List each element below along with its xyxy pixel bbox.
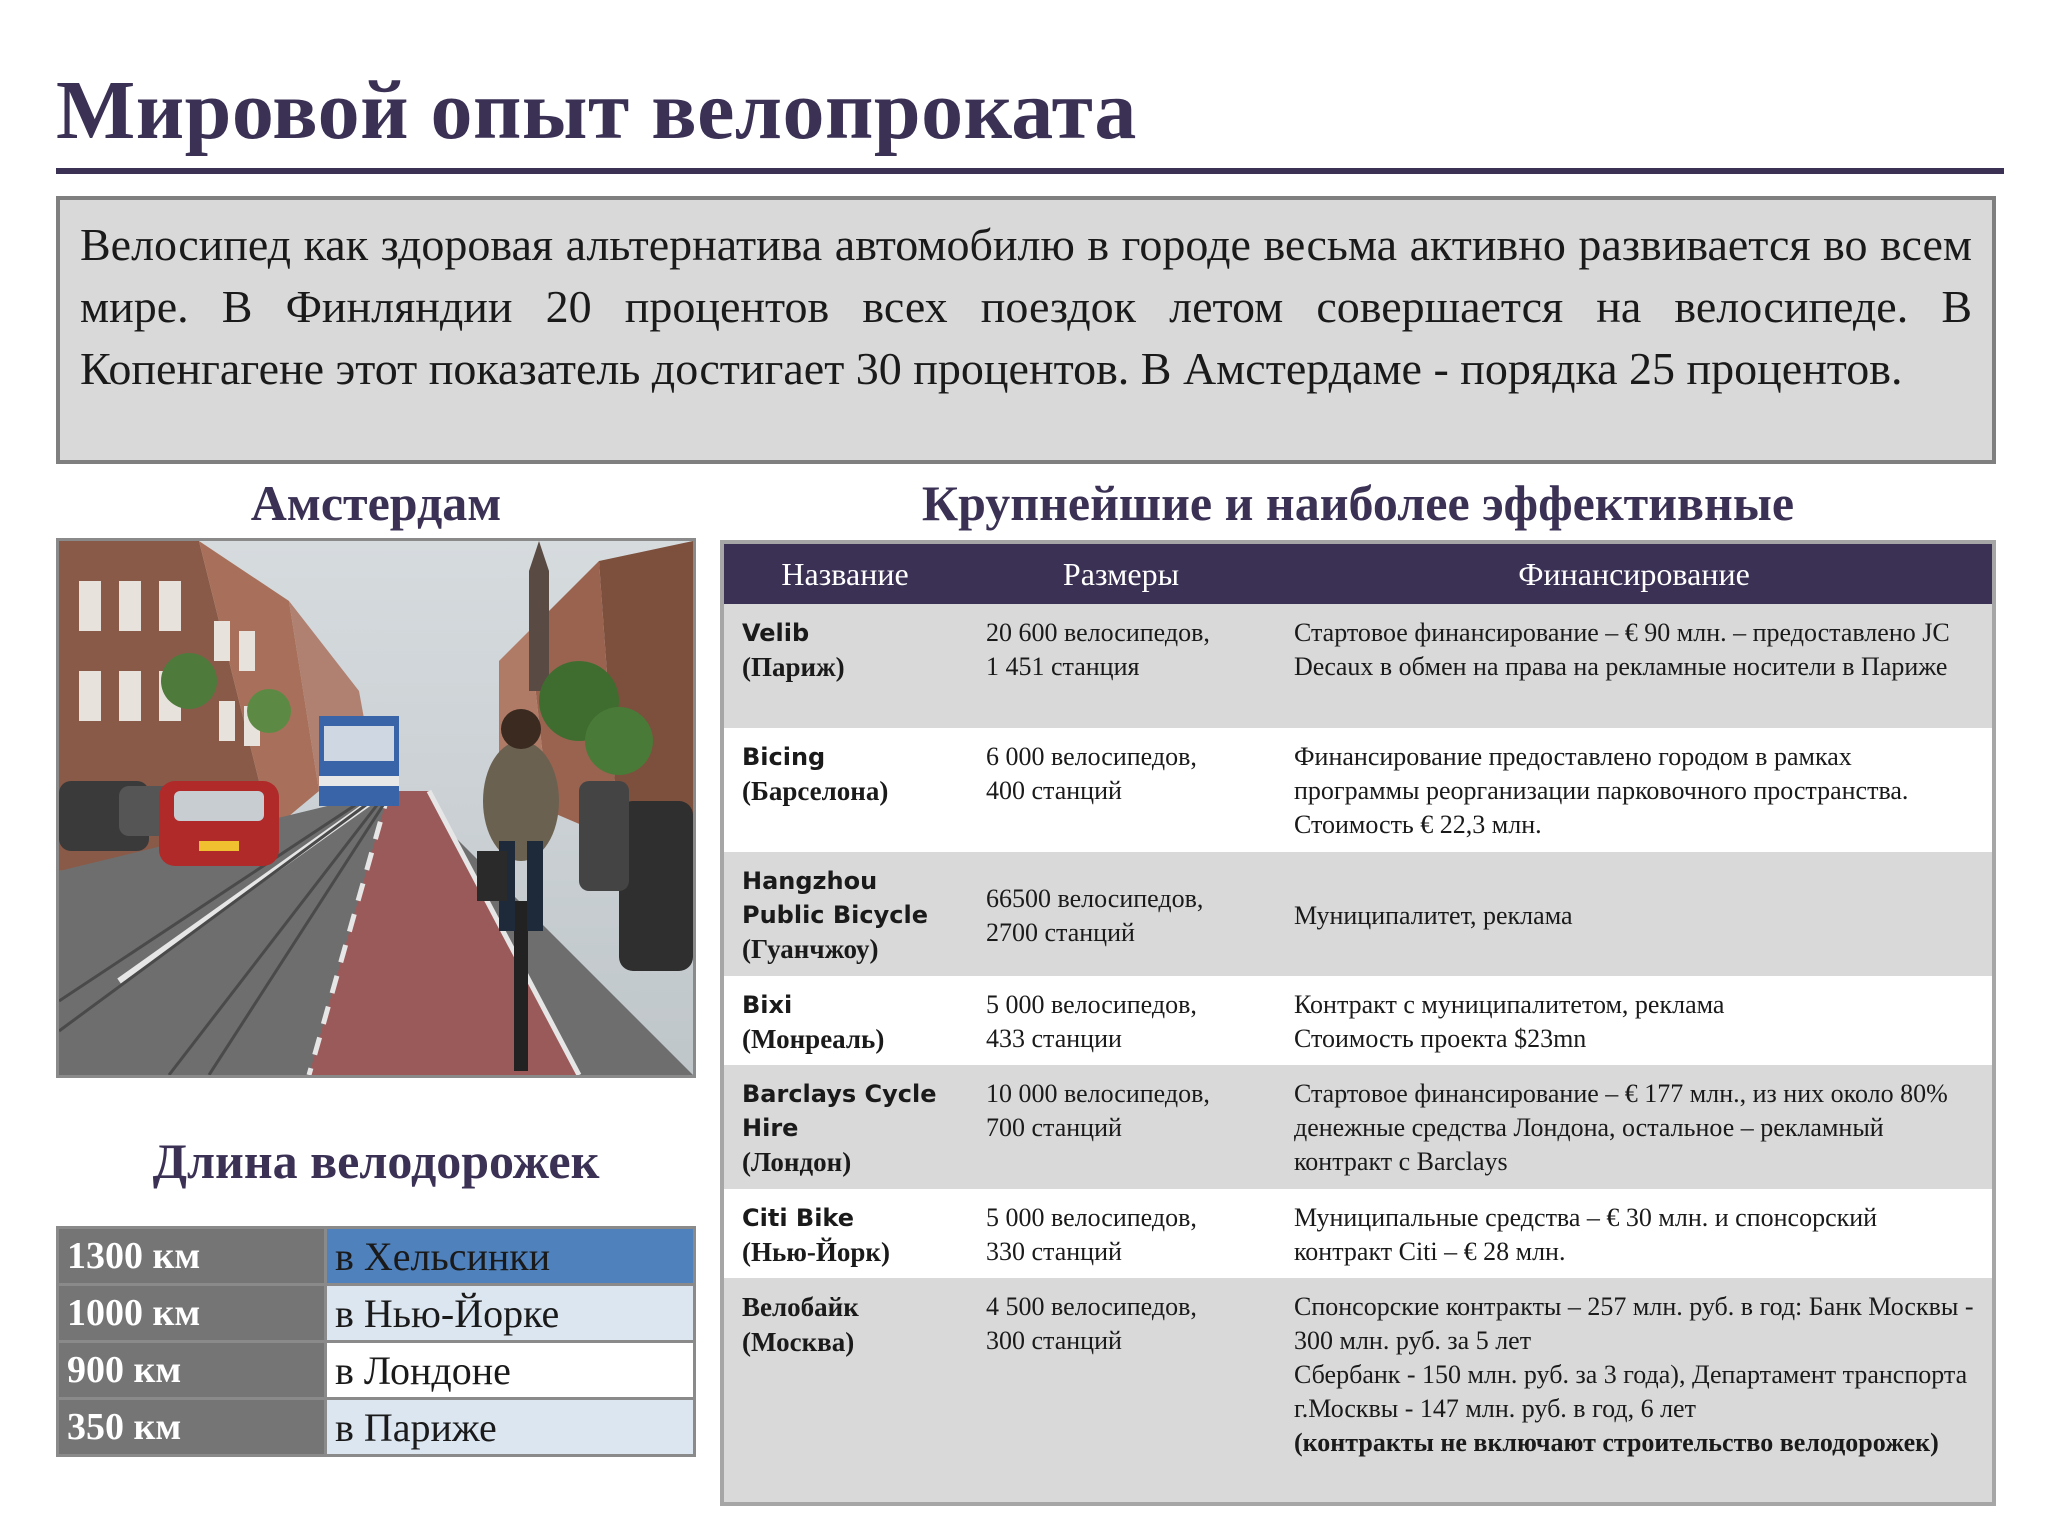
system-city: (Париж) [742,652,845,682]
lane-length: 350 км [58,1399,326,1456]
table-row [724,604,1992,728]
lane-city: в Нью-Йорке [326,1285,695,1342]
station-count: 700 станций [986,1113,1122,1142]
funding-text: Муниципальные средства – € 30 млн. и спонсорский контракт Citi – € 28 млн. [1294,1203,1878,1266]
bike-share-systems-table [720,540,1996,1506]
system-funding-cell [1276,852,1992,976]
lane-length: 1000 км [58,1285,326,1342]
system-size-cell [966,1189,1276,1278]
intro-text-box: Велосипед как здоровая альтернатива автомобилю в городе весьма активно развивается во всем мире. В Финляндии 20 процентов всех поездок летом совершается на велосипеде. В Копенгагене этот показатель достигает 30 процентов. В Амстердаме - порядка 25 процентов. [56,196,1996,464]
lane-city: в Лондоне [326,1342,695,1399]
station-count: 300 станций [986,1326,1122,1355]
system-city: (Барселона) [742,776,889,806]
bike-count: 5 000 велосипедов, [986,1203,1197,1232]
funding-text: Стартовое финансирование – € 177 млн., из них около 80% денежные средства Лондона, остальное – рекламный контракт с Barclays [1294,1079,1948,1176]
system-size-cell [966,852,1276,976]
funding-text: Муниципалитет, реклама [1294,901,1573,930]
system-name-cell [724,1278,966,1502]
table-row [724,1278,1992,1502]
system-name: Barclays Cycle Hire [742,1080,937,1142]
funding-text: Сбербанк - 150 млн. руб. за 3 года), Департамент транспорта г.Москвы - 147 млн. руб. в год, 6 лет [1294,1360,1968,1423]
system-name-cell [724,1065,966,1189]
bike-count: 66500 велосипедов, [986,884,1204,913]
station-count: 433 станции [986,1024,1122,1053]
funding-text: Стартовое финансирование – € 90 млн. – предоставлено JC Decaux в обмен на права на рекламные носители в Париже [1294,618,1950,681]
lane-city: в Париже [326,1399,695,1456]
funding-text: Стоимость проекта $23mn [1294,1024,1587,1053]
table-row [58,1342,695,1399]
system-city: (Гуанчжоу) [742,934,879,964]
system-size-cell [966,976,1276,1065]
lanes-heading: Длина велодорожек [152,1133,600,1189]
system-funding-cell [1276,728,1992,852]
system-funding-cell [1276,604,1992,728]
system-size-cell [966,728,1276,852]
station-count: 400 станций [986,776,1122,805]
table-row [724,852,1992,976]
bike-lanes-table [56,1226,696,1457]
header-funding: Финансирование [1276,544,1992,604]
table-row [724,976,1992,1065]
system-funding-cell [1276,1278,1992,1502]
lane-length: 1300 км [58,1228,326,1285]
system-name: Citi Bike [742,1204,855,1232]
page-title: Мировой опыт велопроката [56,64,1137,157]
lane-length: 900 км [58,1342,326,1399]
photo-heading: Амстердам [250,475,502,531]
amsterdam-street-photo [56,538,696,1078]
system-name-cell [724,1189,966,1278]
table-row [724,1189,1992,1278]
header-size: Размеры [966,544,1276,604]
bike-count: 10 000 велосипедов, [986,1079,1210,1108]
bike-count: 4 500 велосипедов, [986,1292,1197,1321]
system-name: Велобайк [742,1292,859,1322]
station-count: 1 451 станция [986,652,1140,681]
funding-text: Финансирование предоставлено городом в рамках программы реорганизации парковочного пространства. Стоимость € 22,3 млн. [1294,742,1909,839]
table-row [724,728,1992,852]
system-city: (Нью-Йорк) [742,1237,890,1267]
system-size-cell [966,1278,1276,1502]
system-city: (Лондон) [742,1147,852,1177]
title-underline [56,168,2004,174]
system-size-cell [966,1065,1276,1189]
system-name: Bixi [742,991,793,1019]
system-name: Velib [742,619,810,647]
system-city: (Монреаль) [742,1024,885,1054]
system-city: (Москва) [742,1327,855,1357]
bike-count: 5 000 велосипедов, [986,990,1197,1019]
table-row [58,1285,695,1342]
system-name-cell [724,852,966,976]
table-row [58,1399,695,1456]
funding-text: Спонсорские контракты – 257 млн. руб. в год: Банк Москвы - 300 млн. руб. за 5 лет [1294,1292,1974,1355]
table-header-row [724,544,1992,604]
funding-note: (контракты не включают строительство велодорожек) [1294,1428,1939,1457]
system-name-cell [724,604,966,728]
system-name-cell [724,976,966,1065]
lane-city: в Хельсинки [326,1228,695,1285]
station-count: 330 станций [986,1237,1122,1266]
system-funding-cell [1276,976,1992,1065]
system-name: Bicing [742,743,826,771]
system-name: Hangzhou Public Bicycle [742,867,929,929]
table-heading: Крупнейшие и наиболее эффективные [921,475,1795,531]
system-size-cell [966,604,1276,728]
system-funding-cell [1276,1189,1992,1278]
header-name: Название [724,544,966,604]
station-count: 2700 станций [986,918,1135,947]
bike-count: 6 000 велосипедов, [986,742,1197,771]
system-funding-cell [1276,1065,1992,1189]
funding-text: Контракт с муниципалитетом, реклама [1294,990,1725,1019]
system-name-cell [724,728,966,852]
bike-count: 20 600 велосипедов, [986,618,1210,647]
table-row [724,1065,1992,1189]
table-row [58,1228,695,1285]
